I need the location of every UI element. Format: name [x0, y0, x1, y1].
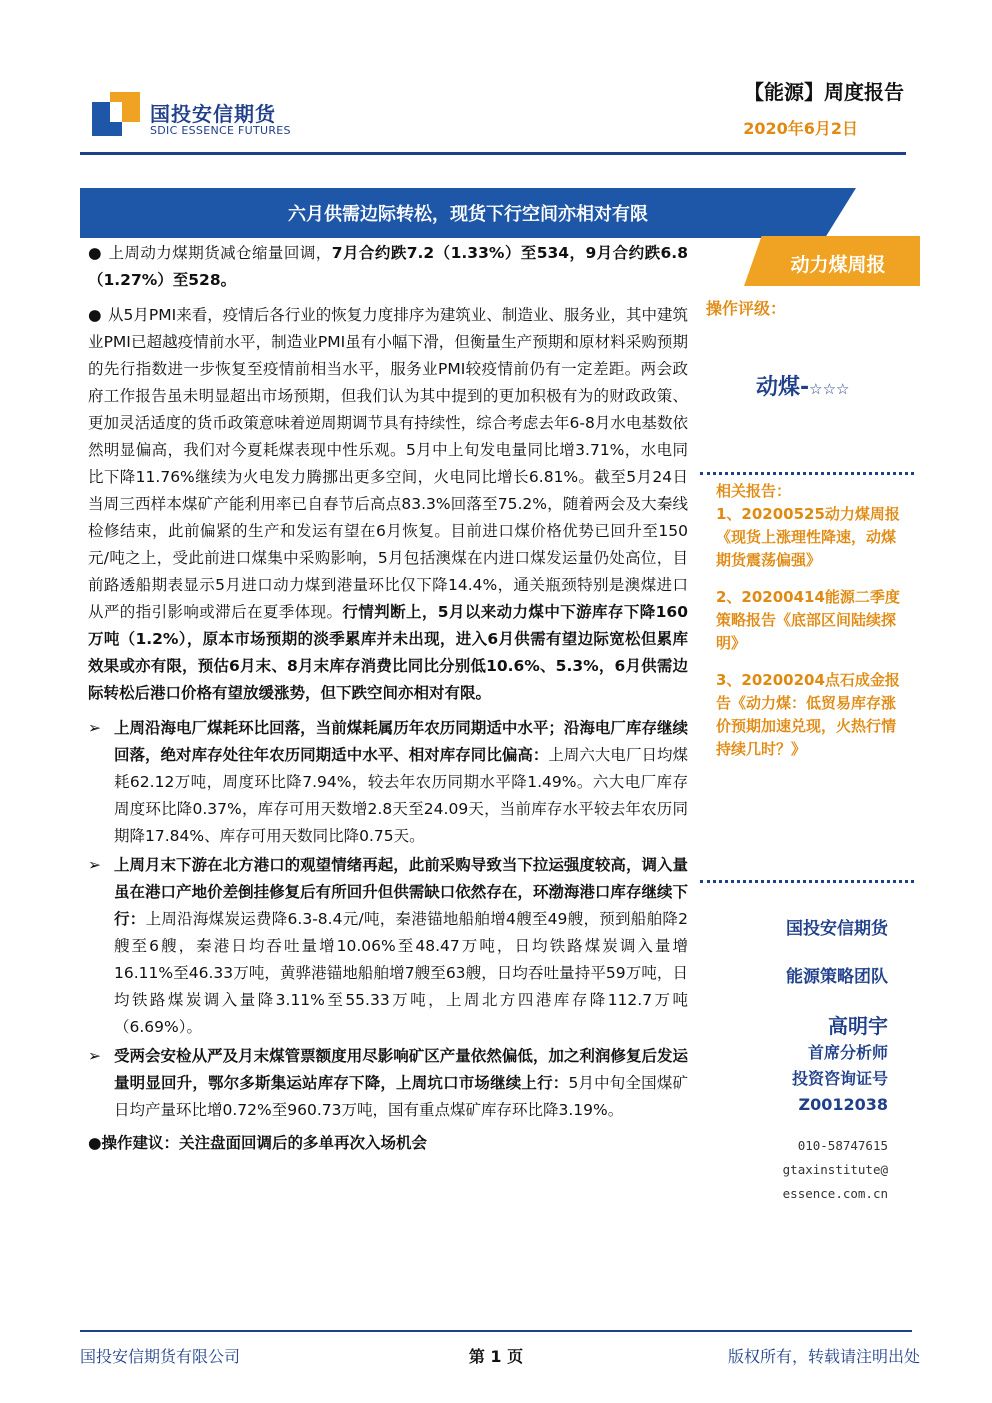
bullet-icon: ● — [88, 306, 102, 324]
paragraph-summary — [88, 240, 688, 294]
team-name: 能源策略团队 — [786, 967, 888, 987]
report-tag: 动力煤周报 — [790, 254, 886, 276]
subpoint-text: 上周六大电厂日均煤耗62.12万吨，周度环比降7.94%，较去年农历同期水平降1.49%。六大电厂库存周度环比降0.37%，库存可用天数增2.8天至24.09天，当前库存水平较去年农历同期降17.84%、库存可用天数同比降0.75天。 — [114, 746, 688, 845]
logo-icon — [92, 92, 140, 136]
footer-divider — [80, 1330, 912, 1332]
subpoint-power-plants — [88, 715, 688, 850]
subpoint-heading: 上周沿海电厂煤耗环比回落，当前煤耗属历年农历同期适中水平；沿海电厂库存继续回落，绝对库存处往年农历同期适中水平、相对库存同比偏高： — [114, 719, 688, 764]
analyst-title: 首席分析师 — [807, 1043, 888, 1062]
logo-name-cn: 国投安信期货 — [150, 102, 276, 126]
header-divider — [80, 152, 906, 155]
related-report-link[interactable]: 3、20200204点石成金报告《动力煤：低贸易库存涨价预期加速兑现，火热行情持续几时？》 — [716, 671, 900, 758]
paragraph-analysis — [88, 302, 688, 707]
rating-label: 操作评级： — [706, 299, 787, 318]
page-number: 第 1 页 — [468, 1347, 524, 1366]
sidebar-divider — [700, 880, 914, 883]
analyst-info — [792, 1012, 888, 1118]
phone: 010-58747615 — [797, 1138, 888, 1153]
related-title: 相关报告： — [716, 482, 792, 500]
rating — [756, 370, 849, 401]
footer-company: 国投安信期货有限公司 — [80, 1347, 241, 1366]
arrow-icon: ➢ — [88, 719, 101, 737]
footer-copyright: 版权所有，转载请注明出处 — [727, 1347, 920, 1366]
subpoint-text: 5月中旬全国煤矿日均产量环比增0.72%至960.73万吨，国有重点煤矿库存环比降3.19%。 — [114, 1074, 688, 1119]
report-date: 2020年6月2日 — [743, 119, 858, 138]
bullet-icon: ● — [88, 244, 102, 262]
org-name: 国投安信期货 — [786, 919, 888, 939]
arrow-icon: ➢ — [88, 1047, 101, 1065]
summary-text-bold: 7月合约跌7.2（1.33%）至534，9月合约跌6.8（1.27%）至528。 — [88, 244, 688, 289]
rating-name: 动煤- — [756, 375, 810, 400]
logo-name-en: SDIC ESSENCE FUTURES — [150, 124, 291, 137]
main-content — [88, 240, 688, 1157]
related-reports — [716, 480, 904, 775]
subpoint-ports — [88, 852, 688, 1041]
analysis-text: 从5月PMI来看，疫情后各行业的恢复力度排序为建筑业、制造业、服务业，其中建筑业PMI已超越疫情前水平，制造业PMI虽有小幅下滑，但衡量生产预期和原材料采购预期的先行指数进一步恢复至疫情前相当水平，服务业PMI较疫情前仍有一定差距。两会政府工作报告虽未明显超出市场预期，但我们认为其中提到的更加积极有为的财政政策、更加灵活适度的货币政策意味着逆周期调节具有持续性，综合考虑去年6-8月水电基数依然明显偏高，我们对今夏耗煤表现中性乐观。5月中上旬发电量同比增3.71%，水电同比下降11.76%继续为火电发力腾挪出更多空间，火电同比增长6.81%。截至5月24日当周三西样本煤矿产能利用率已自春节后高点83.3%回落至75.2%，随着两会及大秦线检修结束，此前偏紧的生产和发运有望在6月恢复。目前进口煤价格优势已回升至150元/吨之上，受此前进口煤集中采购影响，5月包括澳煤在内进口煤发运量仍处高位，目前路透船期表显示5月进口动力煤到港量环比仅下降14.4%，通关瓶颈特别是澳煤进口从严的指引影响或滞后在夏季体现。 — [88, 306, 688, 621]
subpoint-heading: 上周月末下游在北方港口的观望情绪再起，此前采购导致当下拉运强度较高，调入量虽在港口产地价差倒挂修复后有所回升但供需缺口依然存在，环渤海港口库存继续下行： — [114, 856, 688, 928]
analysis-conclusion: 行情判断上，5月以来动力煤中下游库存下降160万吨（1.2%），原本市场预期的淡季累库并未出现，进入6月供需有望边际宽松但累库效果或亦有限，预估6月末、8月末库存消费比同比分别低10.6%、5.3%，6月供需边际转松后港口价格有望放缓涨势，但下跌空间亦相对有限。 — [88, 603, 688, 702]
related-report-link[interactable]: 2、20200414能源二季度策略报告《底部区间陆续探明》 — [716, 588, 900, 652]
cert-number: Z0012038 — [798, 1095, 888, 1114]
operation-advice: ●操作建议：关注盘面回调后的多单再次入场机会 — [88, 1134, 428, 1152]
arrow-icon: ➢ — [88, 856, 101, 874]
report-title: 六月供需边际转松，现货下行空间亦相对有限 — [288, 204, 648, 225]
analyst-name: 高明宇 — [828, 1014, 888, 1038]
subpoint-text: 上周沿海煤炭运费降6.3-8.4元/吨，秦港锚地船舶增4艘至49艘，预到船舶降2艘至6艘，秦港日均吞吐量增10.06%至48.47万吨，日均铁路煤炭调入量增16.11%至46.33万吨，黄骅港锚地船舶增7艘至63艘，日均吞吐量持平59万吨，日均铁路煤炭调入量降3.11%至55.33万吨，上周北方四港库存降112.7万吨（6.69%）。 — [114, 910, 688, 1036]
star-icons: ☆☆☆ — [809, 380, 850, 398]
cert-label: 投资咨询证号 — [791, 1069, 888, 1088]
sidebar-divider — [700, 472, 914, 475]
subpoint-heading: 受两会安检从严及月末煤管票额度用尽影响矿区产量依然偏低，加之利润修复后发运量明显回升，鄂尔多斯集运站库存下降，上周坑口市场继续上行： — [114, 1047, 688, 1092]
email-domain: essence.com.cn — [782, 1186, 888, 1201]
email-link[interactable]: gtaxinstitute@ — [782, 1162, 888, 1177]
contact-info — [783, 1134, 888, 1206]
report-type: 【能源】周度报告 — [744, 80, 904, 104]
summary-text: 上周动力煤期货减仓缩量回调， — [108, 244, 332, 262]
subpoint-mines — [88, 1043, 688, 1124]
related-report-link[interactable]: 1、20200525动力煤周报《现货上涨理性降速，动煤期货震荡偏强》 — [716, 505, 900, 569]
